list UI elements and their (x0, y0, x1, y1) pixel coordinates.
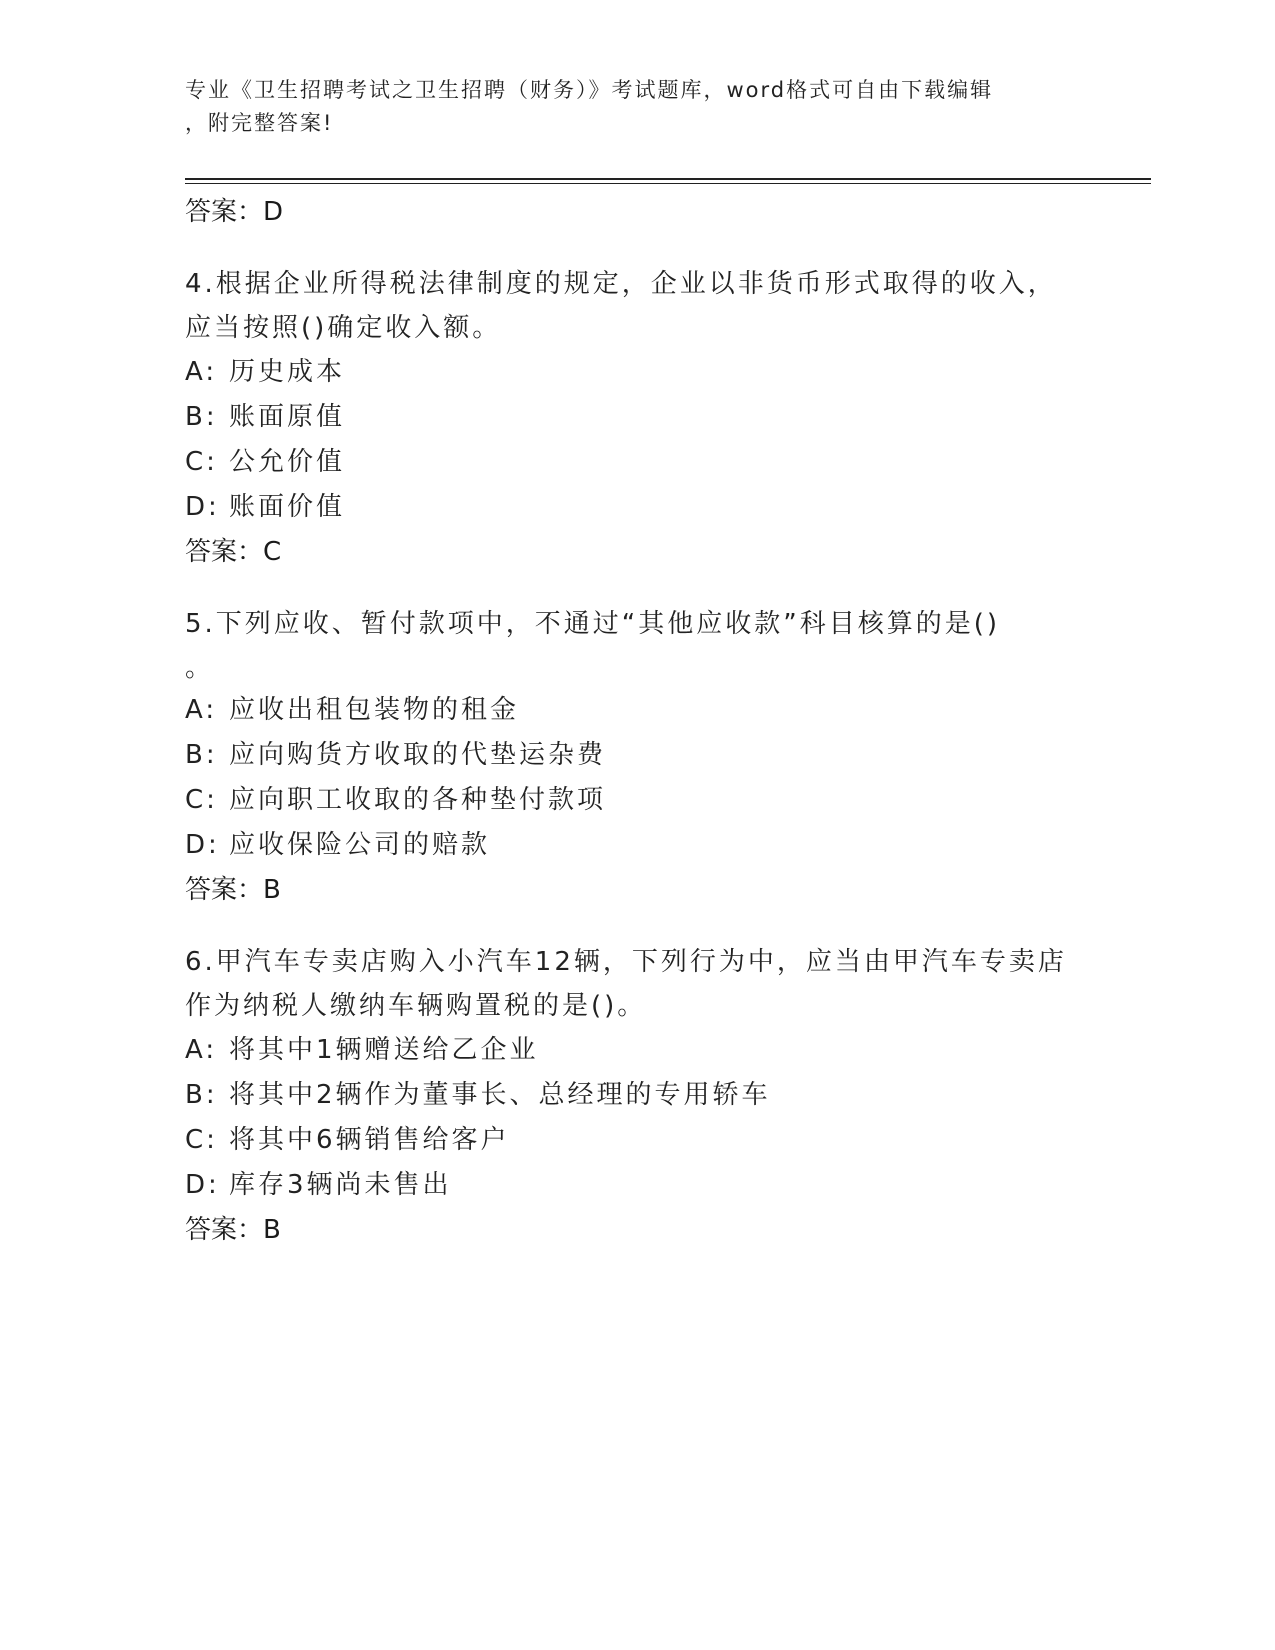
option-text: 应向购货方收取的代垫运杂费 (229, 740, 607, 770)
option-text: 应收保险公司的赔款 (229, 830, 491, 860)
option-text: 将其中6辆销售给客户 (229, 1125, 510, 1155)
option-b (185, 733, 1085, 778)
header-divider-thick (185, 178, 1151, 180)
header-line-2: ，附完整答案! (185, 111, 334, 135)
option-key: A: (185, 695, 218, 725)
option-key: B: (185, 1080, 218, 1110)
question-list (185, 190, 1085, 1252)
option-d (185, 823, 1085, 868)
option-key: B: (185, 740, 218, 770)
option-text: 应收出租包装物的租金 (229, 695, 520, 725)
stem-line: 。 (185, 653, 215, 683)
option-key: C: (185, 447, 218, 477)
option-key: A: (185, 357, 218, 387)
option-text: 应向职工收取的各种垫付款项 (229, 785, 607, 815)
header-line-1: 专业《卫生招聘考试之卫生招聘（财务）》考试题库，word格式可自由下载编辑 (185, 78, 994, 102)
option-key: B: (185, 402, 218, 432)
option-d (185, 485, 1085, 530)
stem-line: 4.根据企业所得税法律制度的规定，企业以非货币形式取得的收入， (185, 269, 1057, 299)
option-key: D: (185, 830, 220, 860)
option-a (185, 688, 1085, 733)
option-text: 账面价值 (229, 492, 346, 522)
option-text: 历史成本 (229, 357, 346, 387)
stem-line: 应当按照()确定收入额。 (185, 313, 502, 343)
document-header (185, 74, 1065, 140)
option-key: A: (185, 1035, 218, 1065)
option-text: 公允价值 (229, 447, 346, 477)
stem-line: 作为纳税人缴纳车辆购置税的是()。 (185, 991, 647, 1021)
option-text: 将其中1辆赠送给乙企业 (229, 1035, 539, 1065)
answer-label: 答案：B (185, 875, 281, 905)
question-5 (185, 602, 1085, 912)
answer-label: 答案：C (185, 537, 282, 567)
question-stem (185, 602, 1065, 688)
option-d (185, 1163, 1085, 1208)
question-stem (185, 262, 1065, 350)
stem-line: 5.下列应收、暂付款项中，不通过“其他应收款”科目核算的是() (185, 609, 1001, 639)
option-c (185, 440, 1085, 485)
option-a (185, 1028, 1085, 1073)
question-4 (185, 262, 1085, 574)
question-stem (185, 940, 1065, 1028)
option-key: C: (185, 1125, 218, 1155)
option-key: D: (185, 1170, 220, 1200)
previous-answer: 答案：D (185, 197, 284, 227)
header-divider-thin (185, 183, 1151, 184)
option-text: 库存3辆尚未售出 (229, 1170, 452, 1200)
option-c (185, 778, 1085, 823)
question-6 (185, 940, 1085, 1252)
option-c (185, 1118, 1085, 1163)
option-text: 将其中2辆作为董事长、总经理的专用轿车 (229, 1080, 771, 1110)
answer-label: 答案：B (185, 1215, 281, 1245)
option-key: C: (185, 785, 218, 815)
option-b (185, 1073, 1085, 1118)
option-key: D: (185, 492, 220, 522)
stem-line: 6.甲汽车专卖店购入小汽车12辆，下列行为中，应当由甲汽车专卖店 (185, 947, 1067, 977)
option-b (185, 395, 1085, 440)
option-text: 账面原值 (229, 402, 346, 432)
option-a (185, 350, 1085, 395)
